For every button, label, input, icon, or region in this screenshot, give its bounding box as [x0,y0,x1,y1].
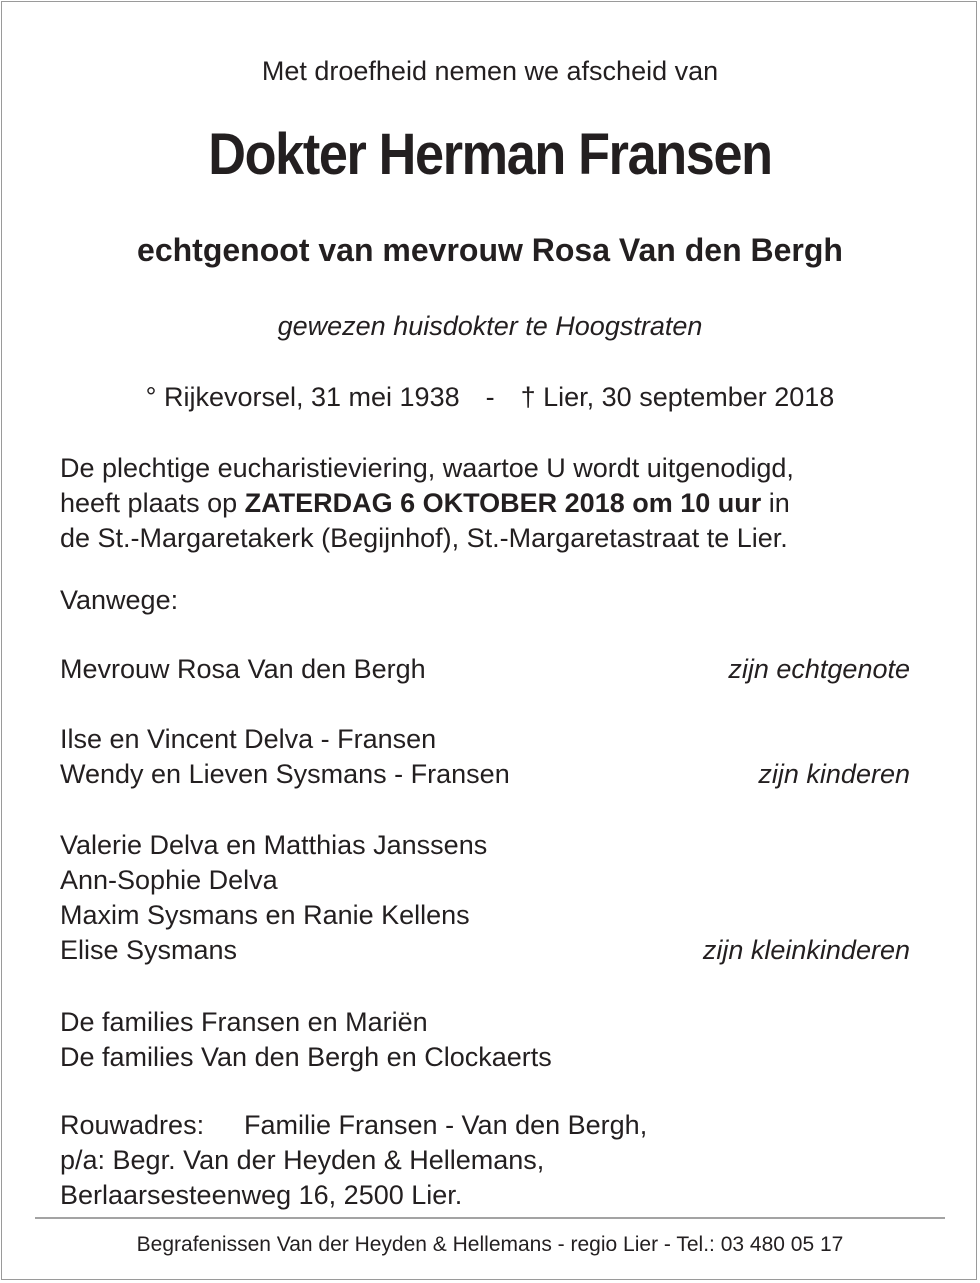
life-dates [0,380,980,414]
family-name: Ann-Sophie Delva [60,865,278,895]
family-row [60,652,910,687]
ceremony-line-2-start: heeft plaats op [60,488,245,518]
address-row [60,1178,910,1213]
address-row [60,1108,910,1143]
family-name: De families Fransen en Mariën [60,1007,428,1037]
ceremony-line-2 [60,486,940,521]
family-row [60,1005,910,1040]
occupation-line: gewezen huisdokter te Hoogstraten [277,311,703,341]
family-name: Elise Sysmans [60,935,238,965]
vanwege-label: Vanwege: [60,585,179,615]
family-row [60,828,910,863]
birth-date: ° Rijkevorsel, 31 mei 1938 [145,382,460,412]
family-name: Maxim Sysmans en Ranie Kellens [60,900,470,930]
family-group-children [60,722,910,792]
spouse-line: echtgenoot van mevrouw Rosa Van den Bergh [137,232,843,268]
family-row [60,898,910,933]
family-row [60,863,910,898]
family-group-families [60,1005,910,1075]
family-name: De families Van den Bergh en Clockaerts [60,1042,552,1072]
family-role: zijn kleinkinderen [702,935,910,965]
death-date: † Lier, 30 september 2018 [520,382,835,412]
address-line-1: Familie Fransen - Van den Bergh, [244,1110,648,1140]
address-row [60,1143,910,1178]
ceremony-line-1: De plechtige eucharistieviering, waartoe U wordt uitgenodigd, [60,453,794,483]
address-label: Rouwadres: [60,1110,205,1140]
family-row [60,757,910,792]
notice-border [1,1,977,1280]
address-line-3: Berlaarsesteenweg 16, 2500 Lier. [60,1180,463,1210]
footer-text: Begrafenissen Van der Heyden & Hellemans - regio Lier - Tel.: 03 480 05 17 [136,1233,844,1256]
ceremony-datetime: ZATERDAG 6 OKTOBER 2018 om 10 uur [244,488,762,518]
family-name: Wendy en Lieven Sysmans - Fransen [60,759,510,789]
date-separator: - [485,382,495,412]
family-name: Valerie Delva en Matthias Janssens [60,830,488,860]
family-row [60,933,910,968]
ceremony-paragraph [60,451,940,556]
family-name: Mevrouw Rosa Van den Bergh [60,654,426,684]
family-row [60,1040,910,1075]
family-group-spouse [60,652,910,687]
footer-divider [35,1217,945,1219]
family-role: zijn echtgenote [728,654,910,684]
ceremony-line-3: de St.-Margaretakerk (Begijnhof), St.-Margaretastraat te Lier. [60,523,788,553]
family-group-grandchildren [60,828,910,968]
family-row [60,722,910,757]
deceased-name: Dokter Herman Fransen [208,122,772,187]
ceremony-line-2-end: in [761,488,790,518]
mourning-address [60,1108,910,1213]
family-role: zijn kinderen [758,759,910,789]
intro-text: Met droefheid nemen we afscheid van [261,56,719,86]
family-name: Ilse en Vincent Delva - Fransen [60,724,437,754]
address-line-2: p/a: Begr. Van der Heyden & Hellemans, [60,1145,545,1175]
